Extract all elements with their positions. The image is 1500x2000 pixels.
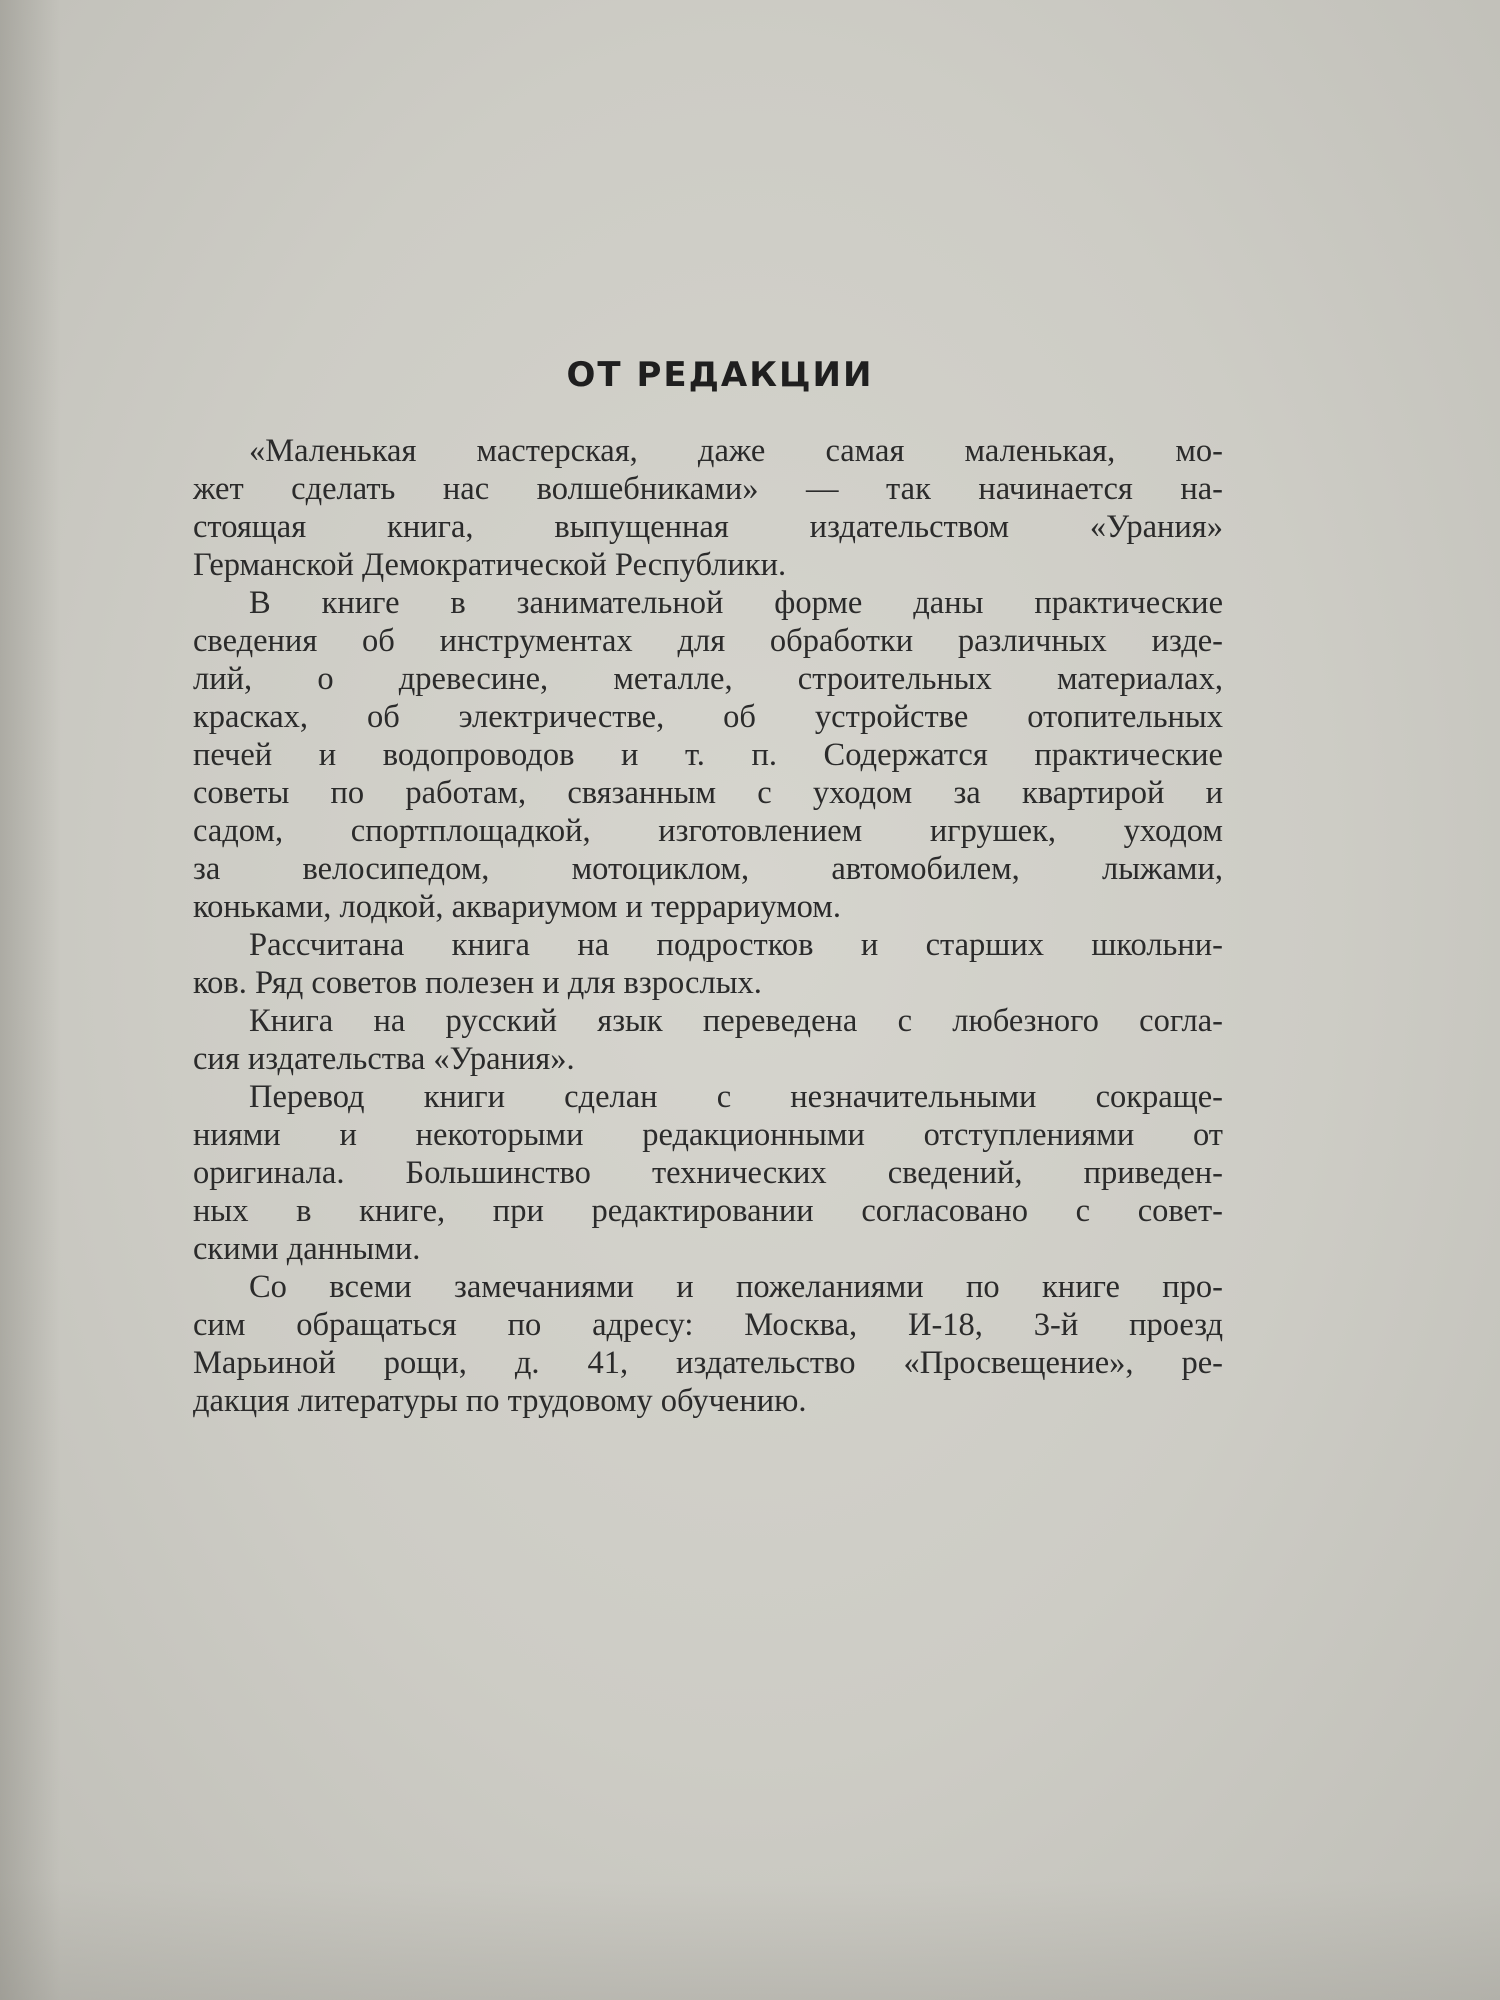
text-line: сведения об инструментах для обработки различных изде- xyxy=(193,623,1223,659)
text-line: Книга на русский язык переведена с любезного согла- xyxy=(249,1003,1223,1039)
page-shadow-left xyxy=(0,0,60,2000)
text-line: Со всеми замечаниями и пожеланиями по книге про- xyxy=(249,1269,1223,1305)
text-line: ков. Ряд советов полезен и для взрослых. xyxy=(193,965,762,1001)
text-line: жет сделать нас волшебниками» — так начинается на- xyxy=(193,471,1223,507)
text-line: Рассчитана книга на подростков и старших школьни- xyxy=(249,927,1223,963)
text-line: коньками, лодкой, аквариумом и террариумом. xyxy=(193,889,841,925)
page-heading: ОТ РЕДАКЦИИ xyxy=(566,355,874,395)
text-line: Перевод книги сделан с незначительными сокраще- xyxy=(249,1079,1223,1115)
text-line: В книге в занимательной форме даны практические xyxy=(249,585,1223,621)
text-line: стоящая книга, выпущенная издательством «Урания» xyxy=(193,509,1223,545)
text-line: дакция литературы по трудовому обучению. xyxy=(193,1383,807,1419)
text-line: скими данными. xyxy=(193,1231,421,1267)
text-line: оригинала. Большинство технических сведений, приведен- xyxy=(193,1155,1223,1191)
text-line: Марьиной рощи, д. 41, издательство «Просвещение», ре- xyxy=(193,1345,1223,1381)
text-line: ниями и некоторыми редакционными отступлениями от xyxy=(193,1117,1223,1153)
text-line: лий, о древесине, металле, строительных материалах, xyxy=(193,661,1223,697)
text-line: «Маленькая мастерская, даже самая маленькая, мо- xyxy=(249,433,1223,469)
text-line: сим обращаться по адресу: Москва, И-18, 3-й проезд xyxy=(193,1307,1223,1343)
text-line: сия издательства «Урания». xyxy=(193,1041,575,1077)
text-line: красках, об электричестве, об устройстве отопительных xyxy=(193,699,1223,735)
text-line: ных в книге, при редактировании согласовано с совет- xyxy=(193,1193,1223,1229)
text-line: печей и водопроводов и т. п. Содержатся практические xyxy=(193,737,1223,773)
text-line: за велосипедом, мотоциклом, автомобилем, лыжами, xyxy=(193,851,1223,887)
text-line: садом, спортплощадкой, изготовлением игрушек, уходом xyxy=(193,813,1223,849)
body-text xyxy=(193,432,1223,1420)
page-shadow-bottom xyxy=(0,1880,1500,2000)
text-line: советы по работам, связанным с уходом за квартирой и xyxy=(193,775,1223,811)
text-line: Германской Демократической Республики. xyxy=(193,547,787,583)
